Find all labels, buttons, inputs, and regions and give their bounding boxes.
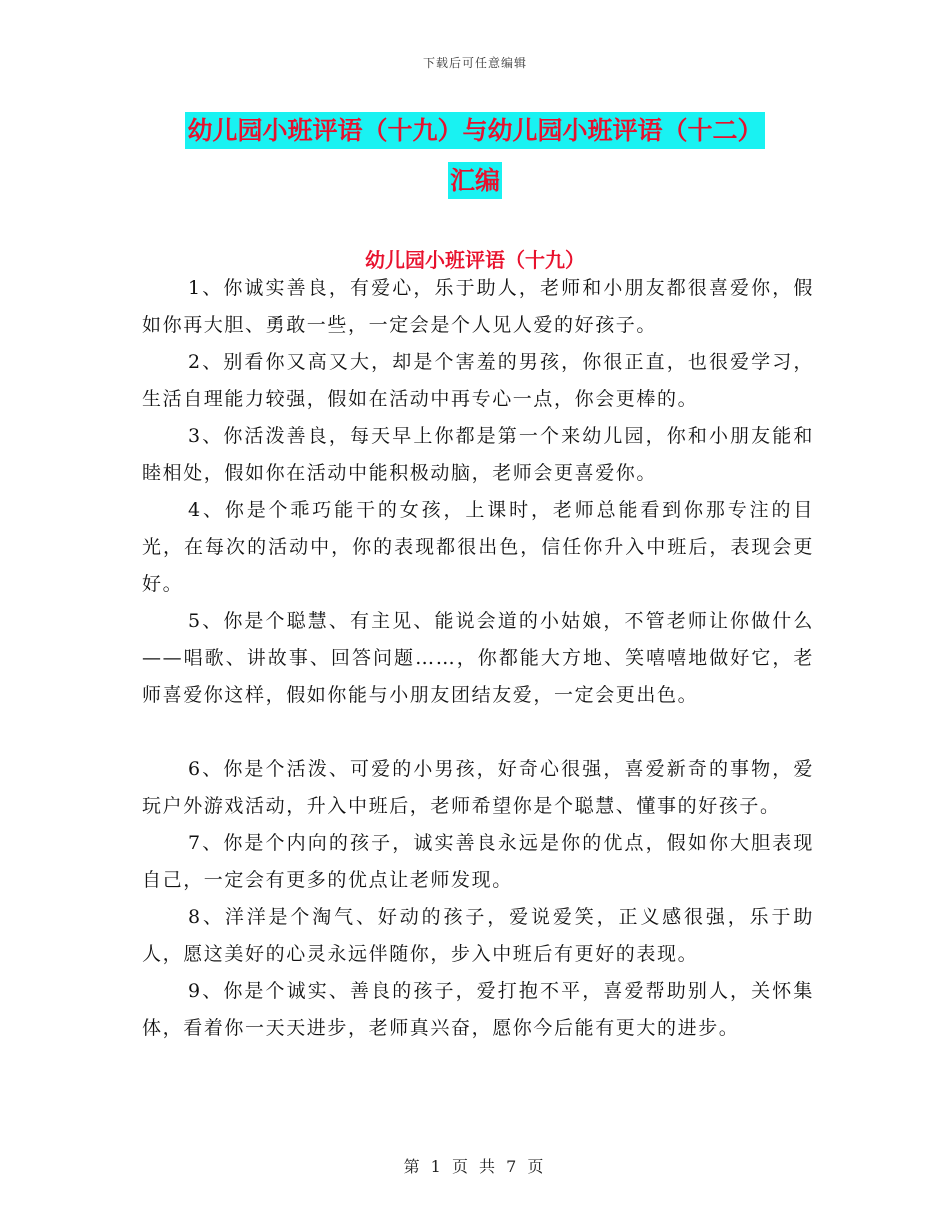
comment-paragraph: 4、你是个乖巧能干的女孩，上课时，老师总能看到你那专注的目光，在每次的活动中，你的表现都很出色，信任你升入中班后，表现会更好。 (142, 499, 814, 595)
comment-paragraph: 3、你活泼善良，每天早上你都是第一个来幼儿园，你和小朋友能和睦相处，假如你在活动中能积极动脑，老师会更喜爱你。 (142, 425, 814, 484)
section-heading: 幼儿园小班评语（十九） (365, 248, 585, 272)
page-number: 第 1 页 共 7 页 (403, 1157, 547, 1176)
comment-paragraph: 5、你是个聪慧、有主见、能说会道的小姑娘，不管老师让你做什么——唱歌、讲故事、回答问题……，你都能大方地、笑嘻嘻地做好它，老师喜爱你这样，假如你能与小朋友团结友爱，一定会更出色。 (142, 610, 814, 706)
comment-paragraph: 8、洋洋是个淘气、好动的孩子，爱说爱笑，正义感很强，乐于助人，愿这美好的心灵永远伴随你，步入中班后有更好的表现。 (142, 906, 814, 965)
document-title (0, 106, 950, 206)
comment-paragraph: 1、你诚实善良，有爱心，乐于助人，老师和小朋友都很喜爱你，假如你再大胆、勇敢一些，一定会是个人见人爱的好孩子。 (142, 277, 814, 336)
document-title-line2: 汇编 (448, 162, 502, 199)
document-title-line1: 幼儿园小班评语（十九）与幼儿园小班评语（十二） (185, 112, 764, 149)
comment-paragraph: 9、你是个诚实、善良的孩子，爱打抱不平，喜爱帮助别人，关怀集体，看着你一天天进步，老师真兴奋，愿你今后能有更大的进步。 (142, 980, 814, 1039)
page-header-note: 下载后可任意编辑 (422, 56, 527, 70)
comments-body (142, 270, 814, 1047)
comment-paragraph: 7、你是个内向的孩子，诚实善良永远是你的优点，假如你大胆表现自己，一定会有更多的优点让老师发现。 (142, 832, 814, 891)
comment-paragraph: 6、你是个活泼、可爱的小男孩，好奇心很强，喜爱新奇的事物，爱玩户外游戏活动，升入中班后，老师希望你是个聪慧、懂事的好孩子。 (142, 758, 814, 817)
comment-paragraph: 2、别看你又高又大，却是个害羞的男孩，你很正直，也很爱学习，生活自理能力较强，假如在活动中再专心一点，你会更棒的。 (142, 351, 814, 410)
